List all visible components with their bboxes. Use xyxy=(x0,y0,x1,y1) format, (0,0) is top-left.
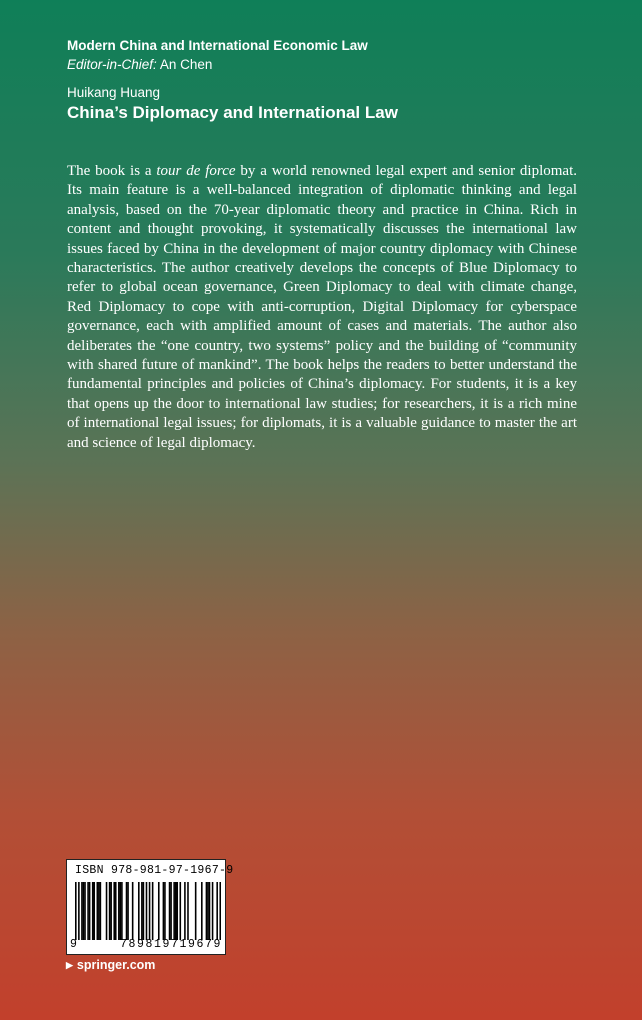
barcode-bar xyxy=(149,882,151,940)
barcode-bar xyxy=(126,882,128,940)
barcode-bar xyxy=(115,882,117,940)
barcode-bar xyxy=(121,882,123,940)
barcode-bar xyxy=(132,882,134,940)
barcode-first-digit: 9 xyxy=(70,938,77,951)
barcode-bar xyxy=(175,882,177,940)
barcode-bar xyxy=(81,882,83,940)
barcode-bar xyxy=(187,882,189,940)
barcode-digit-groups: 789819719679 xyxy=(119,938,222,951)
barcode-bar xyxy=(176,882,178,940)
barcode-bar xyxy=(141,882,143,940)
barcode-bar xyxy=(195,882,197,940)
barcode-bar xyxy=(110,882,112,940)
barcode-bar xyxy=(75,882,77,940)
barcode-bar xyxy=(206,882,208,940)
barcode-digits xyxy=(70,938,222,951)
barcode-bar xyxy=(219,882,221,940)
barcode-bar xyxy=(158,882,160,940)
publisher-url: springer.com xyxy=(76,958,156,972)
editor-name: An Chen xyxy=(159,57,213,72)
barcode-bar xyxy=(146,882,148,940)
publisher-link[interactable] xyxy=(66,958,155,972)
barcode-bar xyxy=(152,882,154,940)
barcode-bar xyxy=(84,882,86,940)
barcode-bar xyxy=(180,882,182,940)
barcode-bar xyxy=(170,882,172,940)
barcode-bar xyxy=(100,882,102,940)
series-title: Modern China and International Economic Law xyxy=(67,38,368,53)
barcode-bar xyxy=(98,882,100,940)
barcode-bar xyxy=(106,882,108,940)
barcode-bars xyxy=(75,882,221,940)
book-author: Huikang Huang xyxy=(67,85,161,100)
barcode-bar xyxy=(207,882,209,940)
cover-header xyxy=(67,36,602,124)
blurb-body: by a world renowned legal expert and senior diplomat. Its main feature is a well-balanced integration of diplomatic thinking and legal analysis, based on the 70-year diplomatic theory and practice in China. Rich in content and thought provoking, it systematically discusses the international law issues faced by China in the development of major country diplomacy with Chinese characteristics. The author creatively develops the concepts of Blue Diplomacy to refer to global ocean governance, Green Diplomacy to deal with climate change, Red Diplomacy to cope with anti-corruption, Digital Diplomacy for cyberspace governance, each with amplified amount of cases and materials. The author also deliberates the “one country, two systems” policy and the building of “community with shared future of mankind”. The book helps the readers to better understand the fundamental principles and policies of China’s diplomacy. For students, it is a key that opens up the door to international law studies; for researchers, it is a rich mine of international legal issues; for diplomats, it is a valuable guidance to master the art and science of legal diplomacy. xyxy=(67,163,577,451)
book-description xyxy=(67,162,577,453)
barcode-bar xyxy=(83,882,85,940)
barcode-bar xyxy=(89,882,91,940)
blurb-intro: The book is a xyxy=(67,163,157,179)
barcode-bar xyxy=(163,882,165,940)
barcode-bar xyxy=(173,882,175,940)
editor-label: Editor-in-Chief: xyxy=(67,57,157,72)
barcode-bar xyxy=(92,882,94,940)
barcode-bar xyxy=(127,882,129,940)
book-title: China’s Diplomacy and International Law xyxy=(67,103,398,122)
barcode-bar xyxy=(216,882,218,940)
isbn-number: ISBN 978-981-97-1967-9 xyxy=(75,864,234,877)
barcode-bar xyxy=(78,882,80,940)
arrow-right-icon: ▶ xyxy=(66,959,73,970)
barcode-bar xyxy=(109,882,111,940)
barcode-bar xyxy=(93,882,95,940)
barcode-bar xyxy=(209,882,211,940)
barcode-bar xyxy=(138,882,140,940)
blurb-emphasis: tour de force xyxy=(156,163,236,179)
barcode-bar xyxy=(184,882,186,940)
barcode-bar xyxy=(97,882,99,940)
isbn-barcode xyxy=(66,859,234,955)
barcode-bar xyxy=(120,882,122,940)
barcode-bar xyxy=(113,882,115,940)
barcode-bar xyxy=(164,882,166,940)
barcode-bar xyxy=(118,882,120,940)
barcode-bar xyxy=(87,882,89,940)
barcode-bar xyxy=(143,882,145,940)
barcode-bar xyxy=(212,882,214,940)
barcode-bar xyxy=(201,882,203,940)
series-editor xyxy=(67,55,602,74)
barcode-bar xyxy=(169,882,171,940)
